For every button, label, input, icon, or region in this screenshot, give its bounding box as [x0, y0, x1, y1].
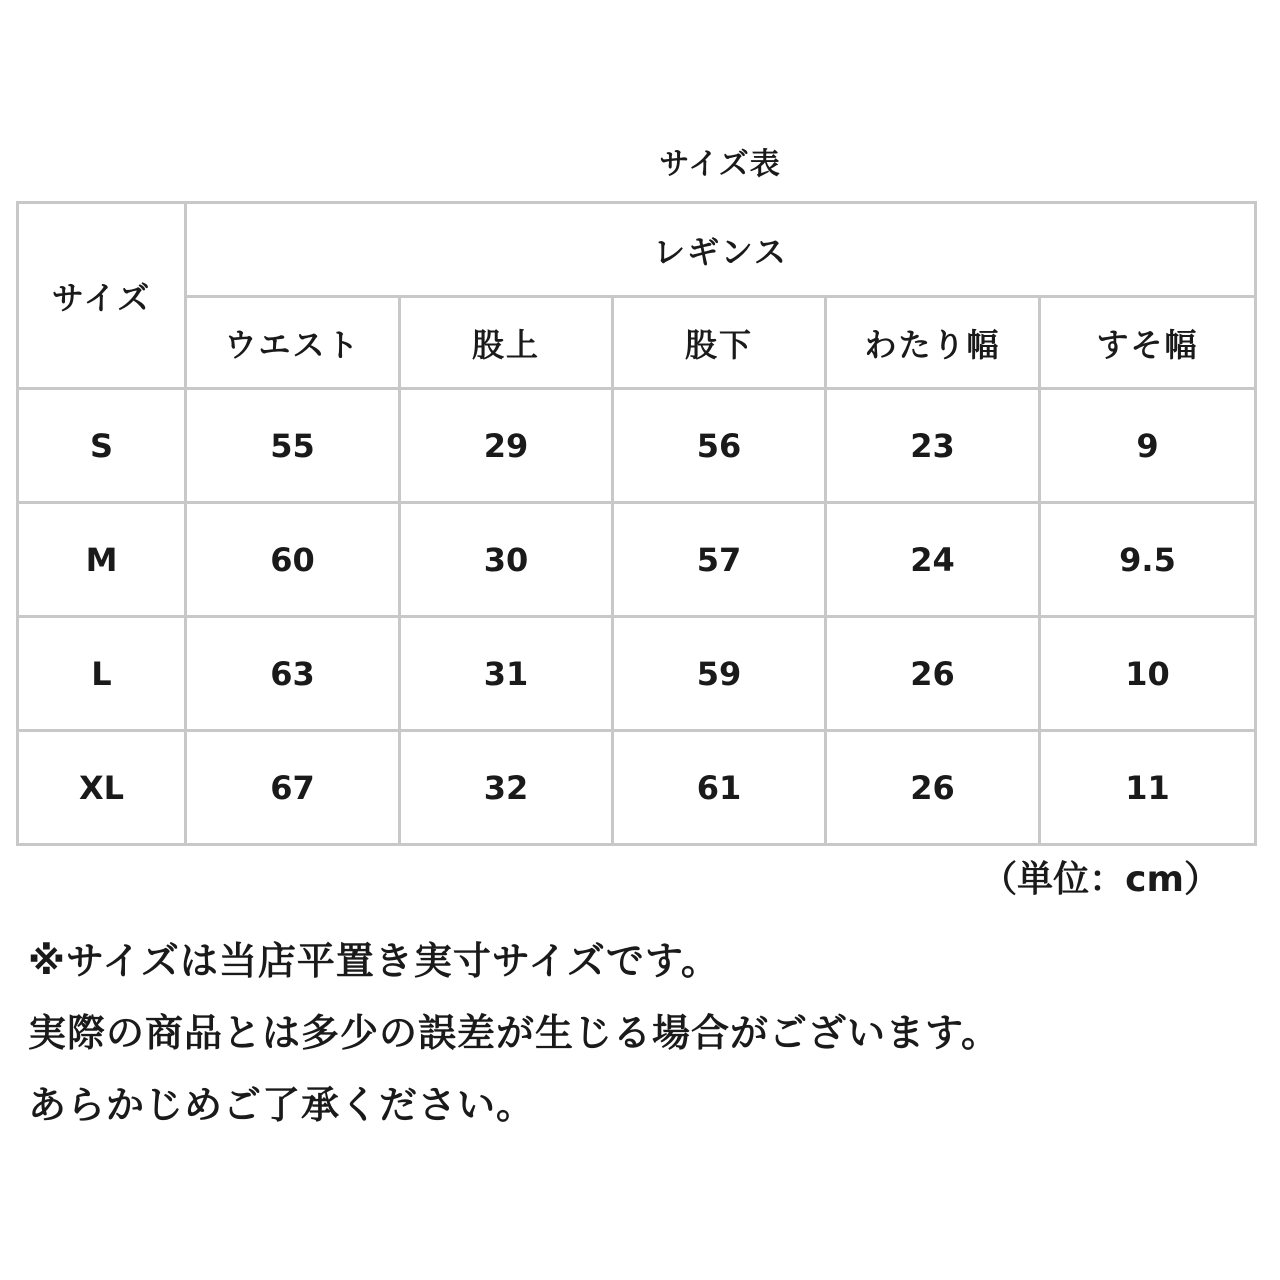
table-cell: 31 — [400, 617, 613, 731]
table-cell: 26 — [826, 617, 1040, 731]
table-cell: 11 — [1040, 731, 1256, 845]
table-row — [18, 389, 1256, 503]
size-label-cell: M — [18, 503, 186, 617]
table-cell: 24 — [826, 503, 1040, 617]
table-cell: 9.5 — [1040, 503, 1256, 617]
table-header-row — [18, 203, 1256, 297]
size-table — [16, 201, 1257, 846]
page-title: サイズ表 — [659, 147, 781, 182]
table-cell: 26 — [826, 731, 1040, 845]
note-line: ※サイズは当店平置き実寸サイズです。 — [28, 939, 720, 983]
table-cell: 63 — [186, 617, 400, 731]
table-cell: 9 — [1040, 389, 1256, 503]
table-cell: 56 — [613, 389, 826, 503]
note-line: あらかじめご了承ください。 — [28, 1083, 536, 1127]
column-header-row — [18, 297, 1256, 389]
column-header-thigh-width: わたり幅 — [826, 297, 1040, 389]
column-header-hem-width: すそ幅 — [1040, 297, 1256, 389]
size-label-cell: L — [18, 617, 186, 731]
table-cell: 67 — [186, 731, 400, 845]
table-row — [18, 617, 1256, 731]
column-header-rise: 股上 — [400, 297, 613, 389]
size-label-cell: XL — [18, 731, 186, 845]
table-cell: 57 — [613, 503, 826, 617]
table-cell: 10 — [1040, 617, 1256, 731]
table-row — [18, 503, 1256, 617]
table-cell: 55 — [186, 389, 400, 503]
table-cell: 30 — [400, 503, 613, 617]
table-cell: 61 — [613, 731, 826, 845]
size-label-cell: S — [18, 389, 186, 503]
table-row — [18, 731, 1256, 845]
table-cell: 32 — [400, 731, 613, 845]
column-header-waist: ウエスト — [186, 297, 400, 389]
table-cell: 29 — [400, 389, 613, 503]
table-cell: 23 — [826, 389, 1040, 503]
group-header-cell: レギンス — [186, 203, 1256, 297]
table-cell: 59 — [613, 617, 826, 731]
size-header-cell: サイズ — [18, 203, 186, 389]
unit-note: （単位：cm） — [981, 859, 1220, 900]
notes-block — [28, 925, 1258, 1141]
table-cell: 60 — [186, 503, 400, 617]
column-header-inseam: 股下 — [613, 297, 826, 389]
note-line: 実際の商品とは多少の誤差が生じる場合がございます。 — [28, 1011, 1000, 1055]
